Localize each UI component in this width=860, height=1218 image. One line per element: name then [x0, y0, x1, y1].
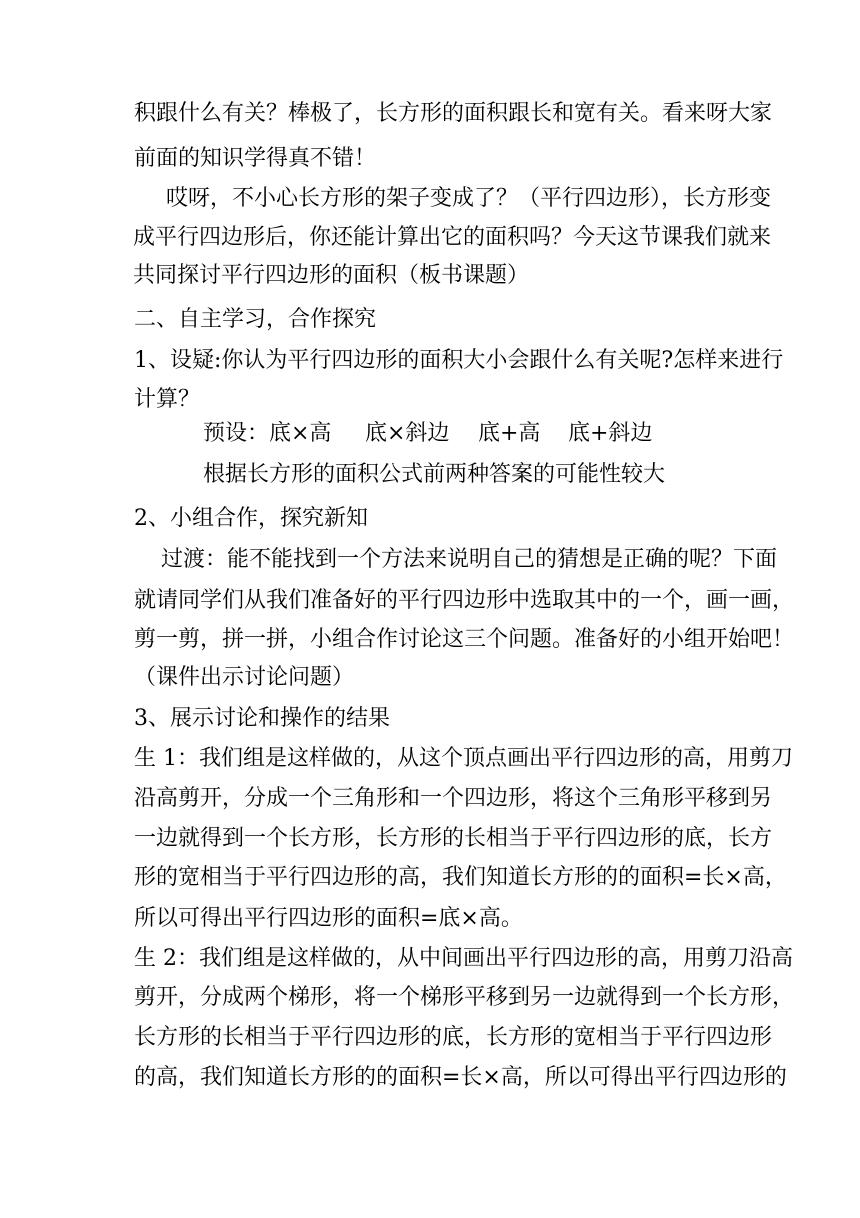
text-line-2: 前面的知识学得真不错！	[134, 146, 377, 171]
text-line-15: （课件出示讨论问题）	[134, 665, 355, 690]
section-heading-2: 二、自主学习，合作探究	[134, 307, 377, 332]
text-line-1: 积跟什么有关？棒极了，长方形的面积跟长和宽有关。看来呀大家	[134, 101, 773, 126]
text-line-25: 的高，我们知道长方形的的面积=长×高，所以可得出平行四边形的	[134, 1065, 787, 1090]
preset-line	[0, 420, 860, 448]
preset-label: 预设：底×高	[203, 421, 332, 446]
text-line-22: 生 2：我们组是这样做的，从中间画出平行四边形的高，用剪刀沿高	[134, 946, 793, 971]
section-heading-4: 3、展示讨论和操作的结果	[134, 706, 390, 731]
text-line-12: 过渡：能不能找到一个方法来说明自己的猜想是正确的呢？下面	[161, 547, 778, 572]
text-line-4: 成平行四边形后，你还能计算出它的面积吗？今天这节课我们就来	[133, 225, 772, 250]
text-line-18: 沿高剪开，分成一个三角形和一个四边形，将这个三角形平移到另	[134, 786, 773, 811]
text-line-17: 生 1：我们组是这样做的，从这个顶点画出平行四边形的高，用剪刀	[134, 746, 793, 771]
text-line-19: 一边就得到一个长方形，长方形的长相当于平行四边形的底，长方	[134, 826, 773, 851]
text-line-23: 剪开，分成两个梯形，将一个梯形平移到另一边就得到一个长方形，	[134, 985, 795, 1010]
preset-option-2: 底×斜边	[365, 421, 450, 446]
preset-option-4: 底+斜边	[568, 421, 653, 446]
preset-option-3: 底+高	[478, 421, 541, 446]
text-line-21: 所以可得出平行四边形的面积=底×高。	[134, 906, 523, 931]
text-line-10: 根据长方形的面积公式前两种答案的可能性较大	[203, 462, 666, 487]
text-line-7: 1、设疑:你认为平行四边形的面积大小会跟什么有关呢?怎样来进行	[134, 348, 784, 373]
section-heading-3: 2、小组合作，探究新知	[134, 506, 368, 531]
text-line-5: 共同探讨平行四边形的面积（板书课题）	[133, 263, 530, 288]
text-line-14: 剪一剪，拼一拼，小组合作讨论这三个问题。准备好的小组开始吧！	[134, 627, 795, 652]
text-line-24: 长方形的长相当于平行四边形的底，长方形的宽相当于平行四边形	[134, 1025, 773, 1050]
text-line-13: 就请同学们从我们准备好的平行四边形中选取其中的一个，画一画，	[134, 588, 795, 613]
text-line-3: 哎呀，不小心长方形的架子变成了？（平行四边形），长方形变	[166, 186, 772, 211]
text-line-8: 计算？	[134, 387, 201, 412]
text-line-20: 形的宽相当于平行四边形的高，我们知道长方形的的面积=长×高，	[134, 865, 787, 890]
